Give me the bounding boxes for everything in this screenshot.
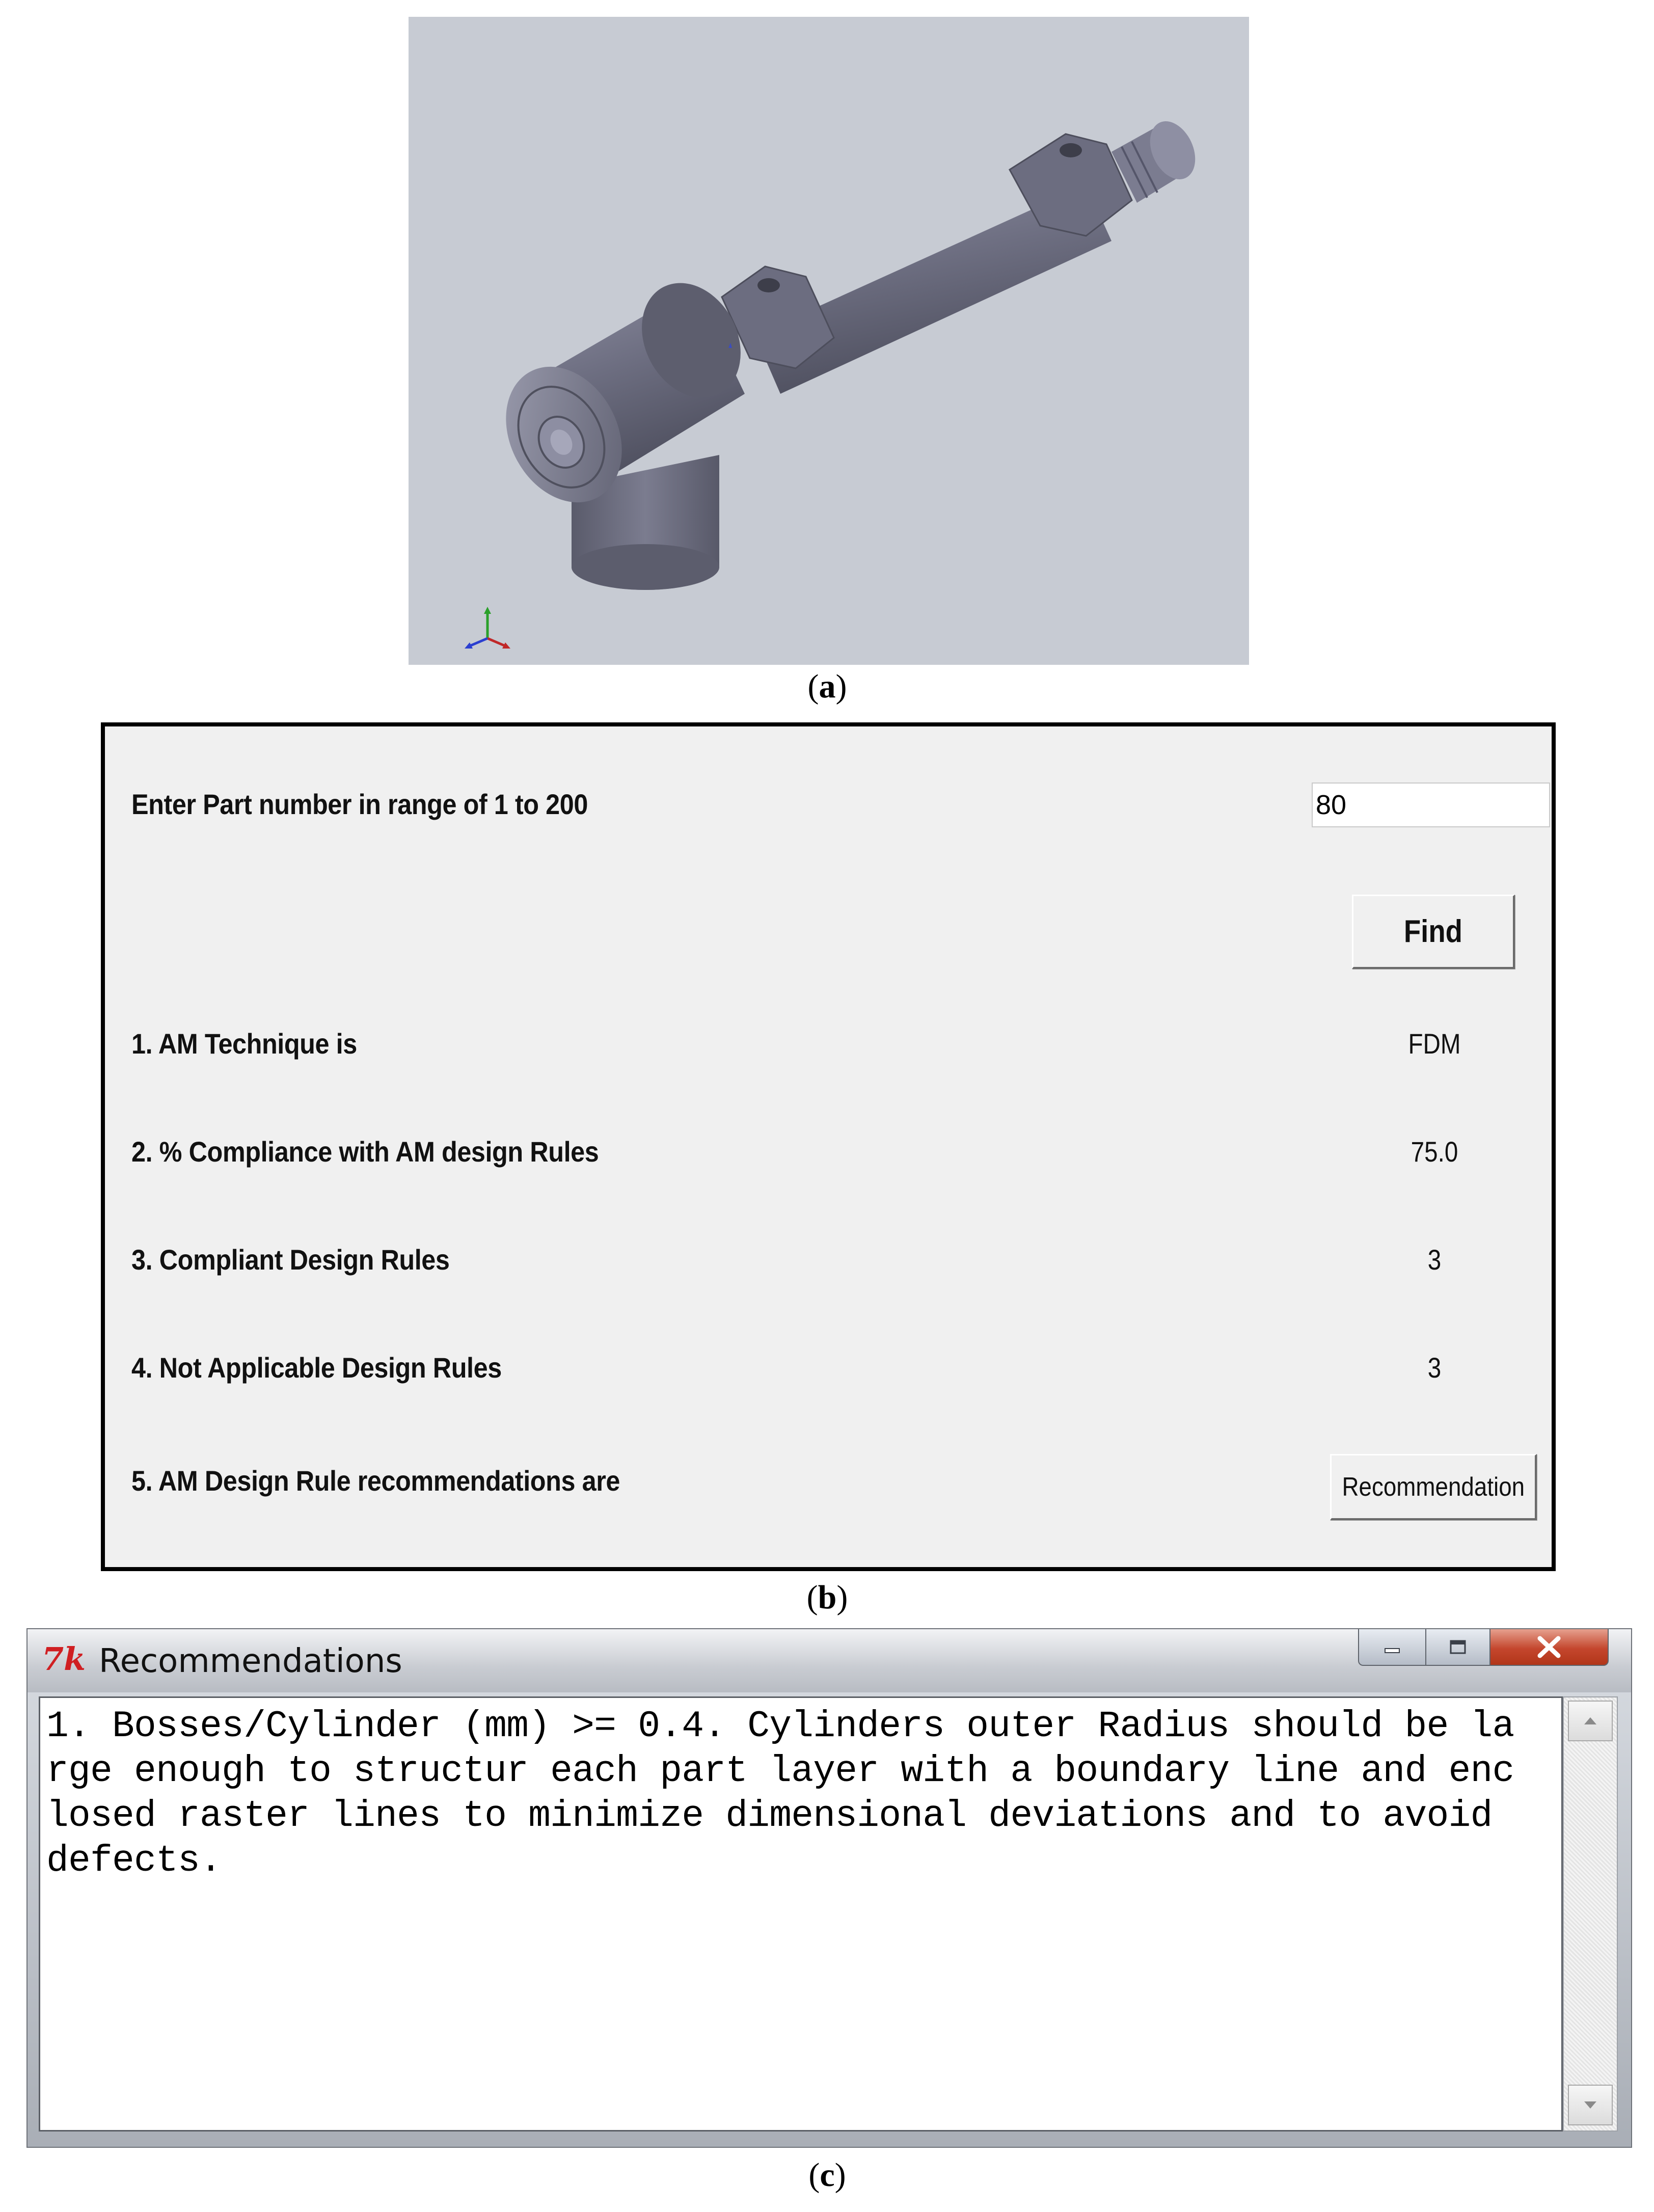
caption-a: (a)	[807, 668, 847, 705]
text-line: losed raster lines to minimize dimensional deviations and to avoid	[46, 1795, 1493, 1837]
text-line: defects.	[46, 1840, 222, 1882]
recommendations-window	[26, 1628, 1632, 2148]
text-line: rge enough to structur each part layer with a boundary line and enc	[46, 1750, 1514, 1792]
not-applicable-rules-label: 4. Not Applicable Design Rules	[131, 1352, 502, 1384]
scroll-up-button[interactable]	[1568, 1701, 1613, 1741]
am-technique-value: FDM	[1408, 1028, 1461, 1060]
maximize-button[interactable]	[1426, 1629, 1490, 1666]
scroll-up-icon	[1583, 1716, 1598, 1726]
text-line: 1. Bosses/Cylinder (mm) >= 0.4. Cylinders outer Radius should be la	[46, 1705, 1514, 1747]
find-button[interactable]: Find	[1352, 895, 1515, 969]
window-titlebar[interactable]	[28, 1629, 1631, 1692]
cad-part-model-icon	[409, 17, 1249, 665]
compliant-rules-label: 3. Compliant Design Rules	[131, 1244, 450, 1276]
caption-b: (b)	[806, 1579, 848, 1616]
am-analysis-form	[101, 722, 1556, 1571]
minimize-icon	[1382, 1639, 1402, 1655]
xyz-axis-triad-icon	[459, 603, 516, 659]
compliance-value: 75.0	[1411, 1136, 1458, 1168]
scroll-down-icon	[1583, 2100, 1598, 2110]
maximize-icon	[1448, 1638, 1468, 1656]
am-technique-label: 1. AM Technique is	[131, 1028, 357, 1060]
close-icon	[1534, 1634, 1564, 1660]
recommendations-row-label: 5. AM Design Rule recommendations are	[131, 1465, 620, 1497]
minimize-button[interactable]	[1358, 1629, 1426, 1666]
compliant-rules-value: 3	[1427, 1244, 1442, 1276]
recommendations-text-area[interactable]	[39, 1696, 1563, 2132]
tk-logo-icon: 7k	[42, 1640, 86, 1678]
recommendation-button[interactable]: Recommendation	[1330, 1454, 1537, 1520]
caption-c: (c)	[808, 2156, 846, 2194]
part-number-prompt: Enter Part number in range of 1 to 200	[131, 788, 588, 820]
scroll-down-button[interactable]	[1568, 2085, 1613, 2125]
not-applicable-rules-value: 3	[1427, 1352, 1442, 1384]
window-title: Recommendations	[99, 1642, 402, 1680]
recommendations-text	[46, 1704, 1554, 1883]
compliance-label: 2. % Compliance with AM design Rules	[131, 1136, 599, 1168]
vertical-scrollbar[interactable]	[1563, 1696, 1618, 2132]
close-button[interactable]	[1490, 1629, 1609, 1666]
part-number-input[interactable]	[1312, 783, 1550, 827]
cad-viewport[interactable]	[409, 17, 1249, 665]
